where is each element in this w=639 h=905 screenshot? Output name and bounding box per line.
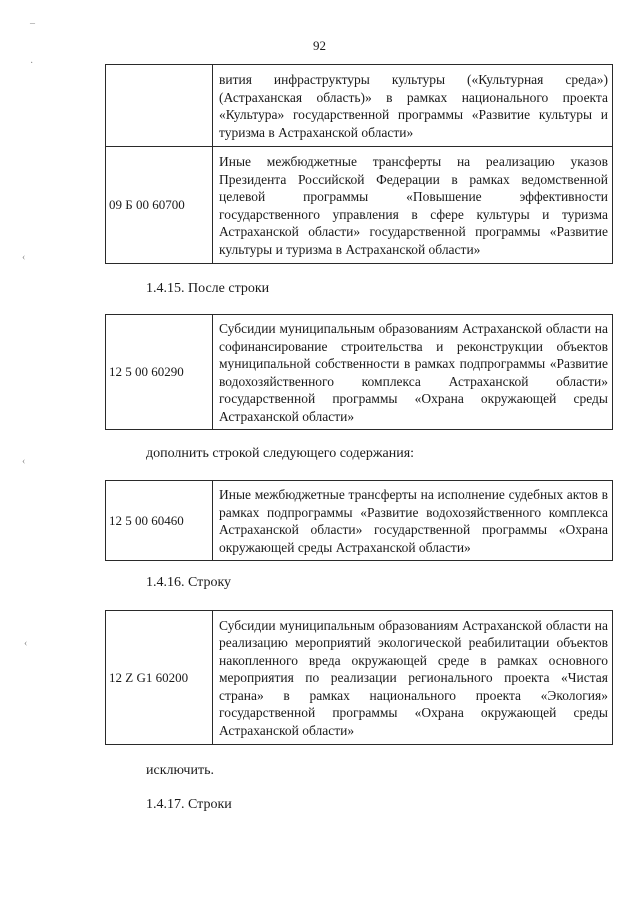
table-row-after: [105, 314, 613, 430]
table-row: [106, 147, 613, 264]
table-row: [106, 481, 613, 561]
page-number: 92: [313, 38, 326, 53]
scan-mark: ‹: [24, 638, 28, 649]
table-row: [106, 315, 613, 430]
code-cell: 12 5 00 60460: [106, 481, 213, 561]
description-cell: Иные межбюджетные трансферты на исполнение судебных актов в рамках подпрограммы «Развитие водохозяйственного комплекса Астраханской области» государственной программы «Охрана окружающей среды Астраханской области»: [213, 481, 613, 561]
description-cell: Субсидии муниципальным образованиям Астраханской области на софинансирование строительства и реконструкции объектов муниципальной собственности в рамках подпрограммы «Развитие водохозяйственного комплекса Астраханской области» государственной программы «Охрана окружающей среды Астраханской области»: [213, 315, 613, 430]
scan-mark: ‹: [22, 252, 26, 263]
code-cell: 12 5 00 60290: [106, 315, 213, 430]
paragraph-1-4-16: 1.4.16. Строку: [146, 575, 232, 590]
paragraph-exclude: исключить.: [146, 763, 214, 778]
table-row-added: [105, 480, 613, 561]
description-cell: Иные межбюджетные трансферты на реализацию указов Президента Российской Федерации в рамках ведомственной целевой программы «Повышение эффективности государственного управления в сфере культуры и туризма Астраханской области» государственной программы «Развитие культуры и туризма в Астраханской области»: [213, 147, 613, 264]
description-cell: вития инфраструктуры культуры («Культурная среда») (Астраханская область)» в рамках национального проекта «Культура» государственной программы «Развитие культуры и туризма в Астраханской области»: [213, 65, 613, 147]
paragraph-add-row: дополнить строкой следующего содержания:: [146, 446, 415, 461]
table-row: [106, 611, 613, 745]
paragraph-1-4-17: 1.4.17. Строки: [146, 797, 232, 812]
table-fragment-top: [105, 64, 613, 264]
code-cell: [106, 65, 213, 147]
table-row: [106, 65, 613, 147]
code-cell: 09 Б 00 60700: [106, 147, 213, 264]
scan-mark: –: [30, 18, 35, 29]
table-row-excluded: [105, 610, 613, 745]
description-cell: Субсидии муниципальным образованиям Астраханской области на реализацию мероприятий экологической реабилитации объектов накопленного вреда окружающей среде в рамках основного мероприятия по реализации регионального проекта «Чистая страна» в рамках национального проекта «Экология» государственной программы «Охрана окружающей среды Астраханской области»: [213, 611, 613, 745]
scan-mark: ·: [30, 58, 34, 69]
scan-mark: ‹: [22, 456, 26, 467]
paragraph-1-4-15: 1.4.15. После строки: [146, 281, 270, 296]
code-cell: 12 Z G1 60200: [106, 611, 213, 745]
